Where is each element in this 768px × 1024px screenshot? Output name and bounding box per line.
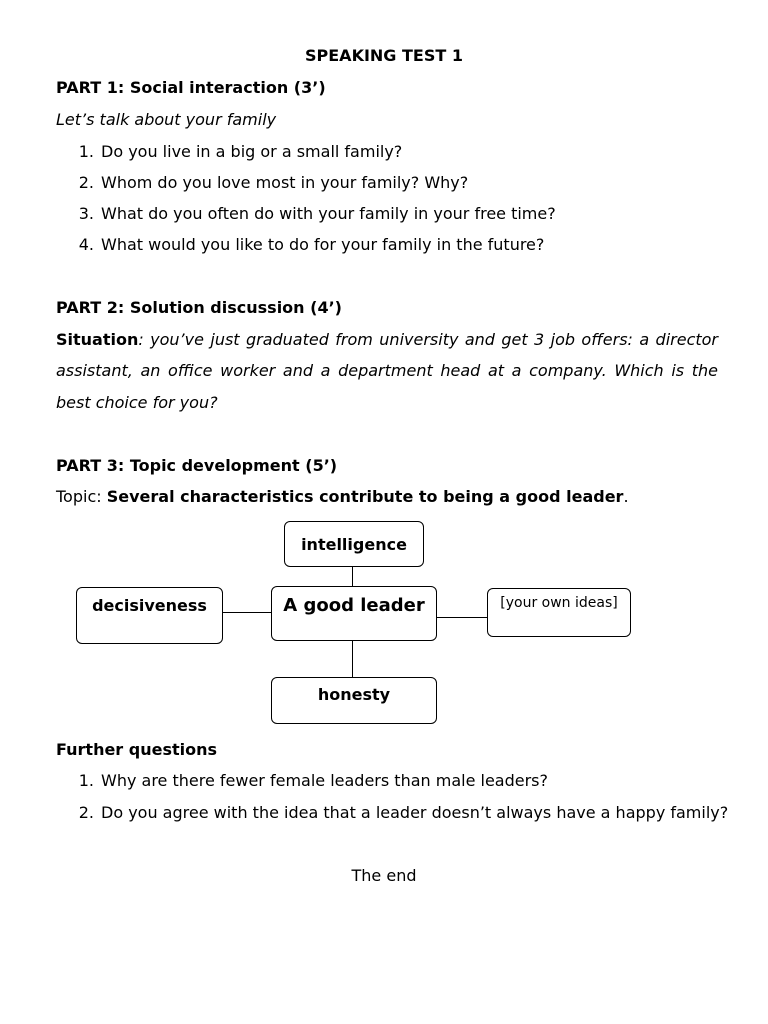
node-your-own-ideas: [your own ideas] xyxy=(487,588,631,637)
further-q2-number: 2. xyxy=(78,803,94,822)
part1-intro: Let’s talk about your family xyxy=(56,110,277,129)
part3-heading: PART 3: Topic development (5’) xyxy=(56,456,338,475)
connector-top xyxy=(352,567,353,586)
situation-label: Situation xyxy=(56,330,139,349)
part2-situation-line3: best choice for you? xyxy=(56,393,218,412)
part2-situation-line2: assistant, an office worker and a department head at a company. Which is the xyxy=(56,361,718,380)
further-q1-number: 1. xyxy=(78,771,94,790)
further-q1-text: Why are there fewer female leaders than male leaders? xyxy=(101,771,549,790)
part1-q1-text: Do you live in a big or a small family? xyxy=(101,142,403,161)
node-intelligence: intelligence xyxy=(284,521,424,567)
page-title: SPEAKING TEST 1 xyxy=(305,46,463,65)
the-end-label: The end xyxy=(351,866,417,885)
connector-left xyxy=(222,612,272,613)
part1-q3-number: 3. xyxy=(78,204,94,223)
part2-heading: PART 2: Solution discussion (4’) xyxy=(56,298,342,317)
part2-situation-line1 xyxy=(56,330,718,350)
connector-bottom xyxy=(352,640,353,677)
part1-q2-number: 2. xyxy=(78,173,94,192)
further-heading: Further questions xyxy=(56,740,218,759)
further-q2-text: Do you agree with the idea that a leader doesn’t always have a happy family? xyxy=(101,803,729,822)
part1-q2-text: Whom do you love most in your family? Why? xyxy=(101,173,469,192)
part1-q3-text: What do you often do with your family in your free time? xyxy=(101,204,556,223)
part1-q1-number: 1. xyxy=(78,142,94,161)
situation-text-1: : you’ve just graduated from university and get 3 job offers: a director xyxy=(138,330,718,349)
topic-text: Several characteristics contribute to being a good leader xyxy=(106,487,624,506)
part3-topic xyxy=(56,487,629,507)
part1-q4-number: 4. xyxy=(78,235,94,254)
node-center-good-leader: A good leader xyxy=(271,586,437,641)
node-honesty: honesty xyxy=(271,677,437,724)
part1-heading: PART 1: Social interaction (3’) xyxy=(56,78,326,97)
topic-label: Topic: xyxy=(56,487,107,506)
node-decisiveness: decisiveness xyxy=(76,587,223,644)
part1-q4-text: What would you like to do for your family in the future? xyxy=(101,235,545,254)
connector-right xyxy=(436,617,488,618)
topic-end: . xyxy=(623,487,629,506)
